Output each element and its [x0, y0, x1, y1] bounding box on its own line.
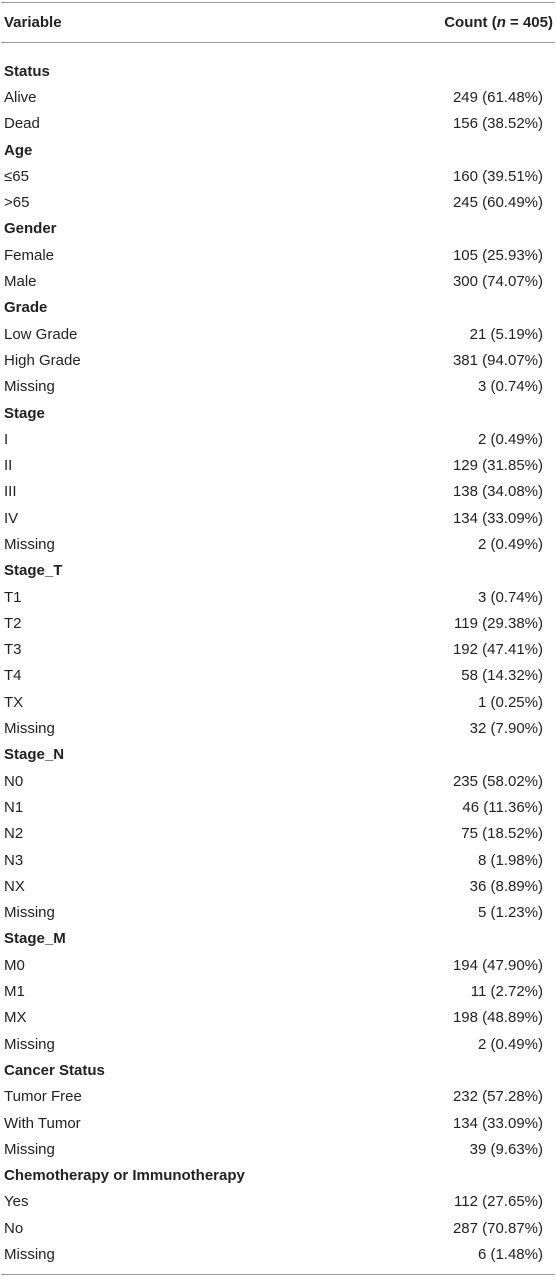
row-label: N0: [4, 772, 24, 790]
table-row: [1, 1110, 555, 1136]
row-count: 2 (0.49%): [477, 1035, 543, 1053]
table-row: [1, 1136, 555, 1162]
row-count: 245 (60.49%): [452, 194, 543, 212]
row-label: >65: [4, 194, 30, 212]
table-row: [1, 1031, 555, 1057]
row-label: No: [4, 1219, 24, 1237]
table-row: [1, 321, 555, 347]
table-header: [1, 3, 555, 42]
row-label: Stage_N: [4, 746, 65, 764]
row-label: T4: [4, 667, 22, 685]
row-label: MX: [4, 1009, 27, 1027]
row-label: With Tumor: [4, 1114, 81, 1132]
row-count: 134 (33.09%): [452, 509, 543, 527]
row-label: T3: [4, 641, 22, 659]
row-label: Low Grade: [4, 325, 78, 343]
table-row: [1, 978, 555, 1004]
row-count: 192 (47.41%): [452, 641, 543, 659]
row-label: Missing: [4, 1035, 55, 1053]
row-count: 300 (74.07%): [452, 273, 543, 291]
table-row: [1, 1005, 555, 1031]
row-label: Grade: [4, 299, 48, 317]
row-label: ≤65: [4, 167, 29, 185]
row-label: Alive: [4, 88, 37, 106]
row-label: N1: [4, 798, 24, 816]
row-label: TX: [4, 693, 24, 711]
row-label: IV: [4, 509, 19, 527]
table-row: [1, 242, 555, 268]
table-row: [1, 426, 555, 452]
section-header-row: [1, 1162, 555, 1188]
row-label: N3: [4, 851, 24, 869]
row-label: Missing: [4, 1140, 55, 1158]
row-count: 46 (11.36%): [462, 798, 543, 816]
row-label: M0: [4, 956, 25, 974]
table-row: [1, 452, 555, 478]
bottom-rule: [1, 1274, 555, 1275]
row-count: 36 (8.89%): [469, 877, 543, 895]
table-row: [1, 952, 555, 978]
count-column-header: [444, 14, 553, 31]
row-count: 194 (47.90%): [452, 956, 543, 974]
table-row: [1, 111, 555, 137]
table-row: [1, 84, 555, 110]
row-count: 21 (5.19%): [469, 325, 543, 343]
row-label: T2: [4, 614, 22, 632]
table-row: [1, 715, 555, 741]
row-label: M1: [4, 983, 25, 1001]
row-count: 249 (61.48%): [452, 88, 543, 106]
table-row: [1, 610, 555, 636]
row-label: Missing: [4, 378, 55, 396]
table-row: [1, 374, 555, 400]
table-row: [1, 584, 555, 610]
row-label: Yes: [4, 1193, 29, 1211]
row-count: 6 (1.48%): [477, 1246, 543, 1263]
row-label: Dead: [4, 115, 40, 133]
table-row: [1, 347, 555, 373]
clinical-characteristics-table: [1, 2, 555, 1275]
row-count: 198 (48.89%): [452, 1009, 543, 1027]
row-count: 1 (0.25%): [477, 693, 543, 711]
row-count: 105 (25.93%): [452, 246, 543, 264]
table-body: [1, 43, 555, 1268]
row-count: 287 (70.87%): [452, 1219, 543, 1237]
row-count: 232 (57.28%): [452, 1088, 543, 1106]
row-count: 2 (0.49%): [477, 430, 543, 448]
row-label: Male: [4, 273, 37, 291]
section-header-row: [1, 1057, 555, 1083]
table-row: [1, 1241, 555, 1267]
row-count: 5 (1.23%): [477, 904, 543, 922]
row-label: Status: [4, 62, 50, 80]
row-label: Age: [4, 141, 33, 159]
row-count: 160 (39.51%): [452, 167, 543, 185]
row-label: NX: [4, 877, 25, 895]
row-label: High Grade: [4, 351, 81, 369]
count-header-n: n: [496, 14, 506, 31]
row-count: 134 (33.09%): [452, 1114, 543, 1132]
row-label: Gender: [4, 220, 57, 238]
row-count: 32 (7.90%): [469, 720, 543, 738]
table-row: [1, 1084, 555, 1110]
row-label: Missing: [4, 904, 55, 922]
row-label: Tumor Free: [4, 1088, 82, 1106]
row-count: 138 (34.08%): [452, 483, 543, 501]
table-row: [1, 268, 555, 294]
row-count: 8 (1.98%): [477, 851, 543, 869]
row-label: II: [4, 457, 13, 475]
table-row: [1, 873, 555, 899]
count-header-suffix: = 405): [505, 14, 553, 31]
row-label: Chemotherapy or Immunotherapy: [4, 1167, 245, 1185]
table-row: [1, 768, 555, 794]
section-header-row: [1, 295, 555, 321]
row-label: Stage_T: [4, 562, 63, 580]
row-label: N2: [4, 825, 24, 843]
row-count: 58 (14.32%): [461, 667, 543, 685]
section-header-row: [1, 137, 555, 163]
table-row: [1, 637, 555, 663]
row-count: 2 (0.49%): [477, 535, 543, 553]
table-row: [1, 531, 555, 557]
table-row: [1, 479, 555, 505]
row-count: 3 (0.74%): [477, 588, 543, 606]
row-label: Missing: [4, 535, 55, 553]
row-count: 112 (27.65%): [454, 1193, 543, 1211]
section-header-row: [1, 400, 555, 426]
row-label: Cancer Status: [4, 1061, 105, 1079]
table-row: [1, 189, 555, 215]
row-count: 381 (94.07%): [452, 351, 543, 369]
section-header-row: [1, 742, 555, 768]
row-count: 3 (0.74%): [477, 378, 543, 396]
row-count: 119 (29.38%): [454, 614, 543, 632]
table-row: [1, 663, 555, 689]
table-row: [1, 821, 555, 847]
row-count: 235 (58.02%): [452, 772, 543, 790]
table-row: [1, 847, 555, 873]
row-label: Stage: [4, 404, 45, 422]
section-header-row: [1, 926, 555, 952]
row-count: 129 (31.85%): [452, 457, 543, 475]
row-count: 156 (38.52%): [452, 115, 543, 133]
row-count: 11 (2.72%): [470, 983, 543, 1001]
variable-column-header: Variable: [4, 14, 62, 31]
row-label: I: [4, 430, 9, 448]
row-count: 75 (18.52%): [461, 825, 543, 843]
table-row: [1, 794, 555, 820]
section-header-row: [1, 58, 555, 84]
count-header-prefix: Count (: [444, 14, 497, 31]
section-header-row: [1, 216, 555, 242]
row-label: Missing: [4, 720, 55, 738]
table-row: [1, 163, 555, 189]
row-label: Missing: [4, 1246, 55, 1263]
table-row: [1, 900, 555, 926]
table-row: [1, 1215, 555, 1241]
row-label: Stage_M: [4, 930, 66, 948]
row-label: T1: [4, 588, 22, 606]
table-row: [1, 1189, 555, 1215]
row-label: III: [4, 483, 17, 501]
section-header-row: [1, 558, 555, 584]
table-row: [1, 505, 555, 531]
row-label: Female: [4, 246, 55, 264]
table-row: [1, 689, 555, 715]
row-count: 39 (9.63%): [469, 1140, 543, 1158]
